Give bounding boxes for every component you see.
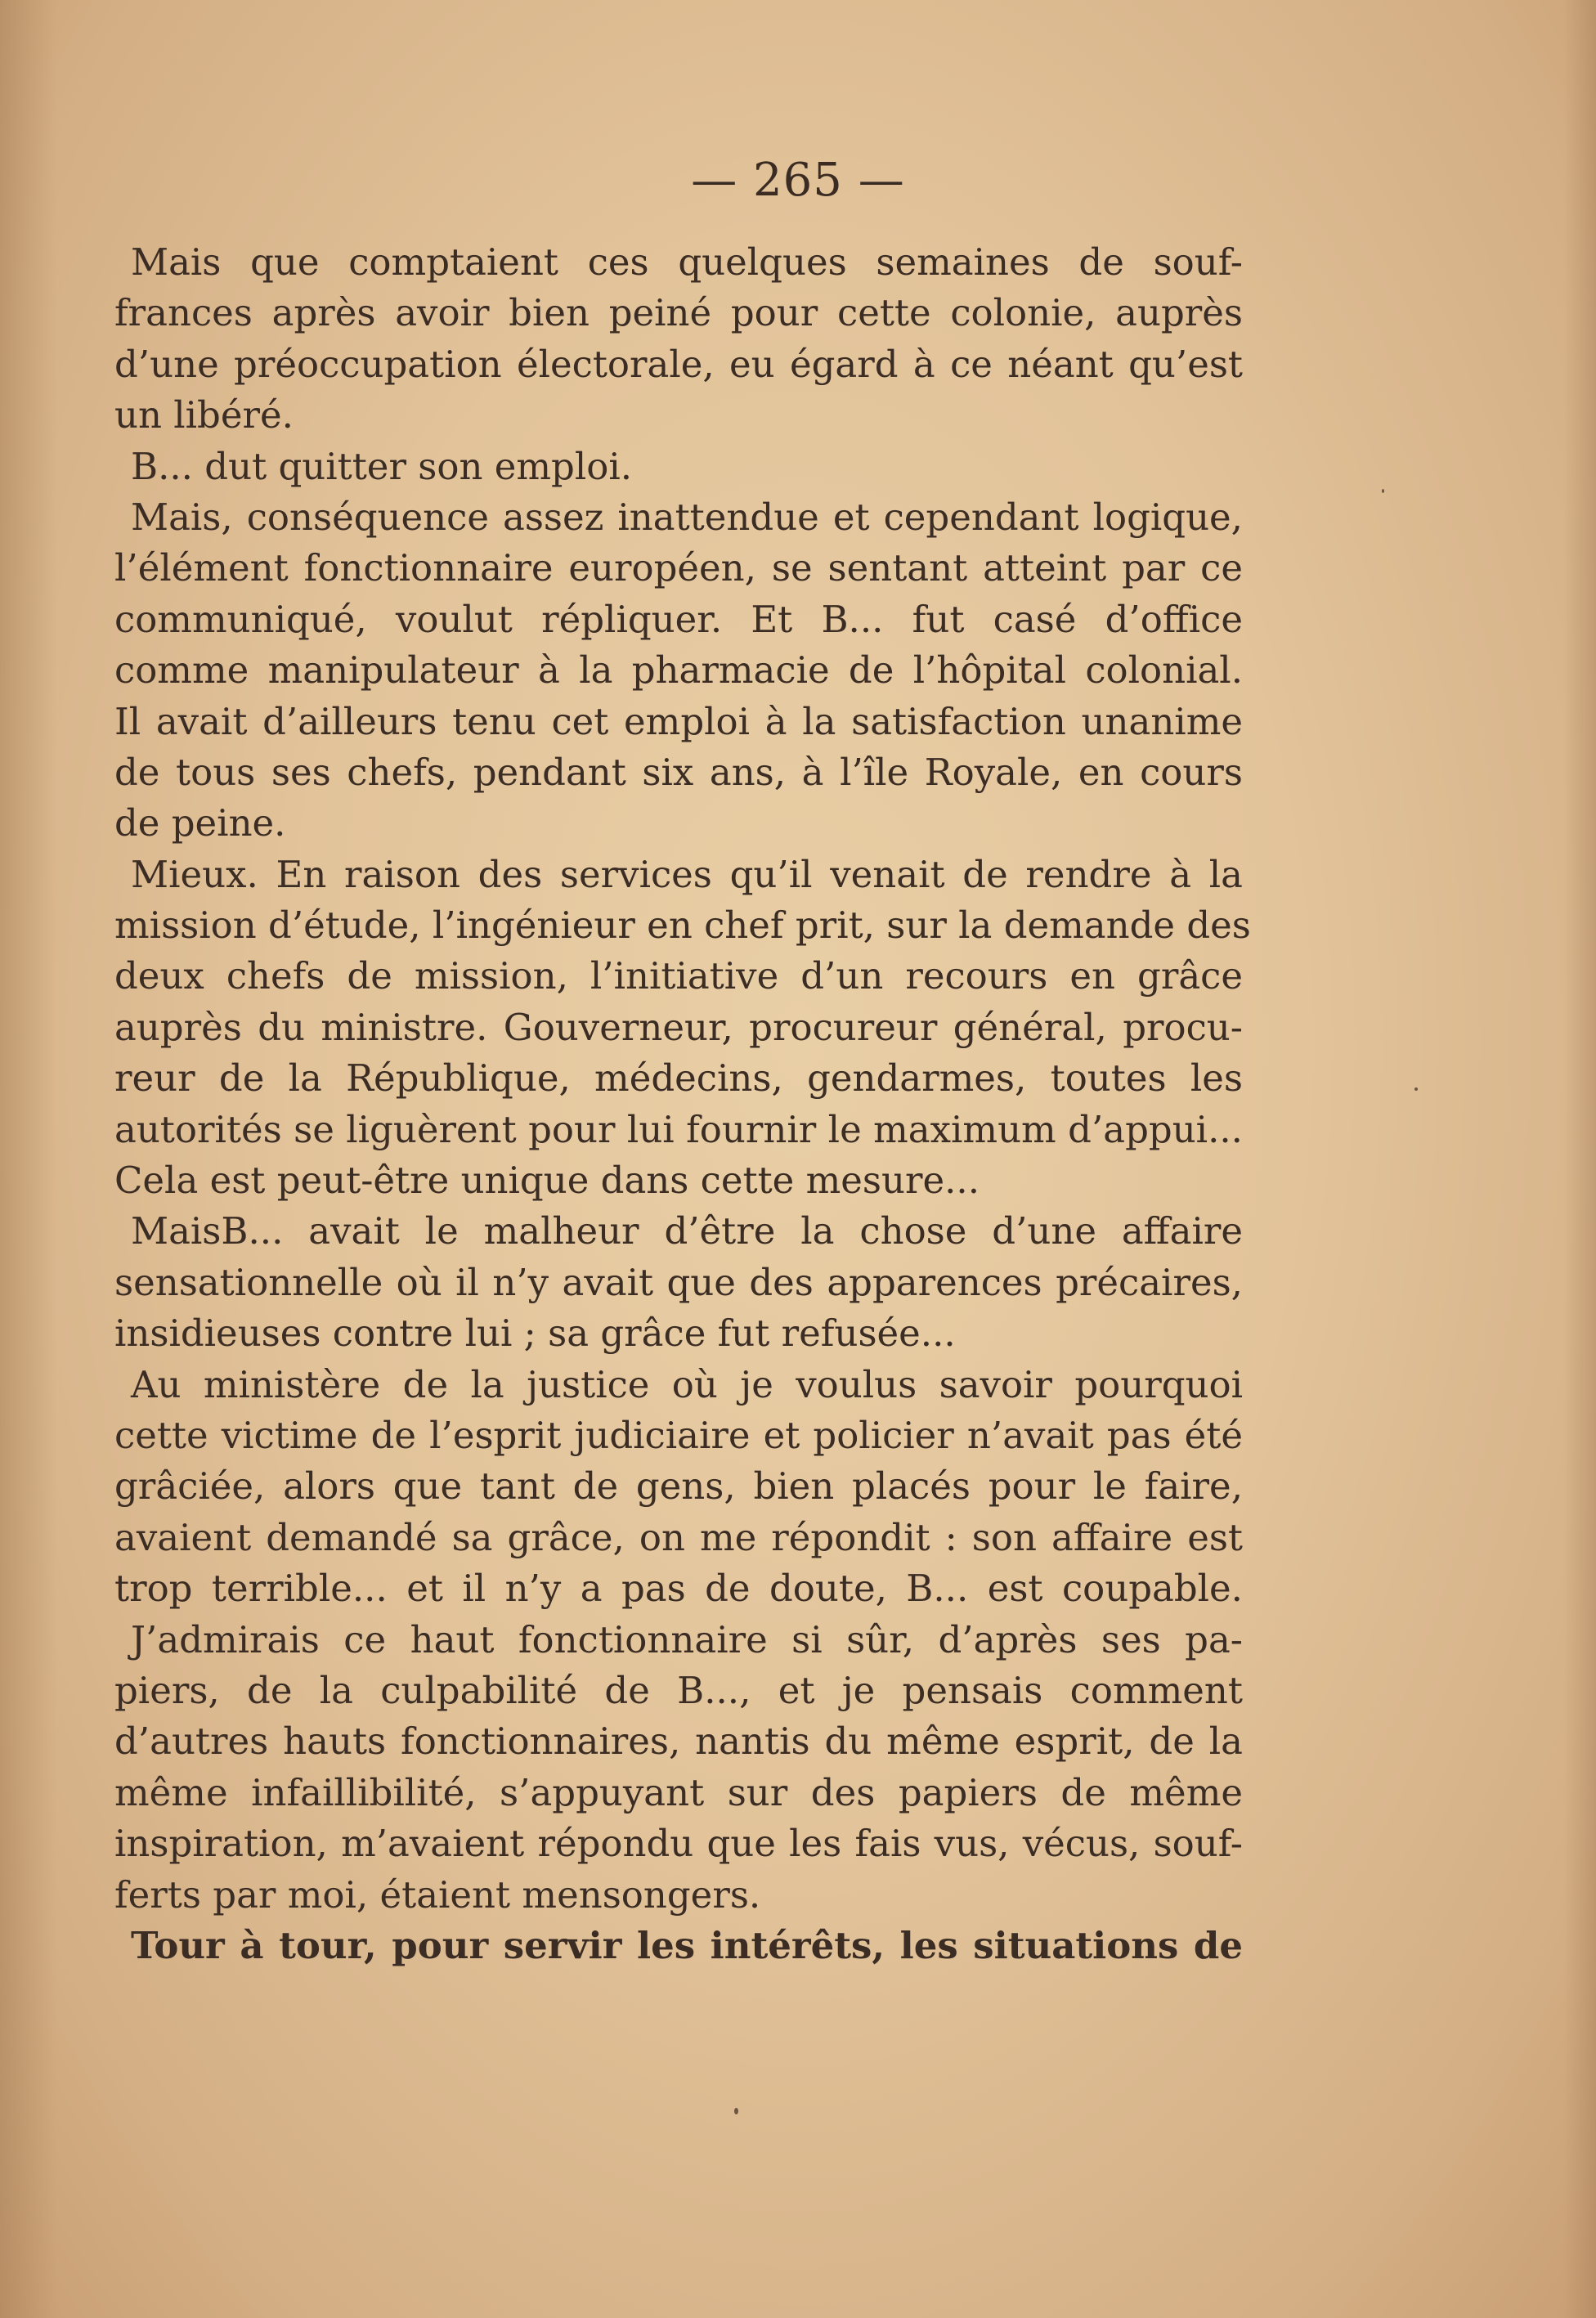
text-line: Au ministère de la justice où je voulus savoir pourquoi [131,1362,1243,1406]
text-line: deux chefs de mission, l’initiative d’un recours en grâce [114,954,1243,998]
paper-speck [734,2108,738,2114]
text-line: mission d’étude, l’ingénieur en chef prit, sur la demande des [114,903,1251,948]
text-line: trop terrible... et il n’y a pas de doute, B... est coupable. [114,1567,1243,1611]
text-line: sensationnelle où il n’y avait que des apparences précaires, [114,1260,1243,1304]
text-line: B... dut quitter son emploi. [131,444,633,488]
text-line: MaisB... avait le malheur d’être la chose d’une affaire [131,1209,1243,1253]
text-line: Cela est peut-être unique dans cette mesure... [114,1159,980,1203]
page-shadow-left [0,0,57,2318]
text-line: Tour à tour, pour servir les intérêts, les situations de [131,1923,1243,1967]
text-line: frances après avoir bien peiné pour cette colonie, auprès [114,291,1243,335]
text-line: comme manipulateur à la pharmacie de l’hôpital colonial. [114,648,1243,693]
text-line: de tous ses chefs, pendant six ans, à l’île Royale, en cours [114,750,1243,794]
text-line: Mais que comptaient ces quelques semaines de souf- [131,240,1243,284]
text-line: même infaillibilité, s’appuyant sur des papiers de même [114,1770,1243,1814]
text-line: autorités se liguèrent pour lui fournir le maximum d’appui... [114,1107,1243,1151]
text-line: communiqué, voulut répliquer. Et B... fut casé d’office [114,597,1243,641]
text-line: auprès du ministre. Gouverneur, procureur général, procu- [114,1005,1243,1049]
page-shadow-right [1563,0,1596,2318]
text-line: l’élément fonctionnaire européen, se sentant atteint par ce [114,546,1243,590]
text-line: Mais, conséquence assez inattendue et cependant logique, [131,495,1243,539]
paper-speck [1414,1087,1418,1091]
text-line: de peine. [114,801,286,845]
text-line: avaient demandé sa grâce, on me répondit : son affaire est [114,1515,1243,1559]
text-line: Il avait d’ailleurs tenu cet emploi à la satisfaction unanime [114,699,1243,743]
text-line: grâciée, alors que tant de gens, bien placés pour le faire, [114,1464,1243,1509]
text-line: d’autres hauts fonctionnaires, nantis du même esprit, de la [114,1719,1243,1764]
page-number: — 265 — [691,154,905,207]
text-line: Mieux. En raison des services qu’il venait de rendre à la [131,852,1243,896]
text-line: ferts par moi, étaient mensongers. [114,1872,761,1917]
text-line: d’une préoccupation électorale, eu égard à ce néant qu’est [114,342,1243,386]
text-line: un libéré. [114,393,294,437]
text-line: inspiration, m’avaient répondu que les fais vus, vécus, souf- [114,1822,1243,1866]
text-line: cette victime de l’esprit judiciaire et policier n’avait pas été [114,1413,1243,1457]
body-text [114,237,1251,1971]
text-line: piers, de la culpabilité de B..., et je pensais comment [114,1668,1243,1712]
paper-speck [1382,489,1384,493]
text-line: J’admirais ce haut fonctionnaire si sûr, d’après ses pa- [131,1617,1243,1661]
text-line: reur de la République, médecins, gendarmes, toutes les [114,1056,1243,1101]
text-line: insidieuses contre lui ; sa grâce fut refusée... [114,1311,956,1356]
